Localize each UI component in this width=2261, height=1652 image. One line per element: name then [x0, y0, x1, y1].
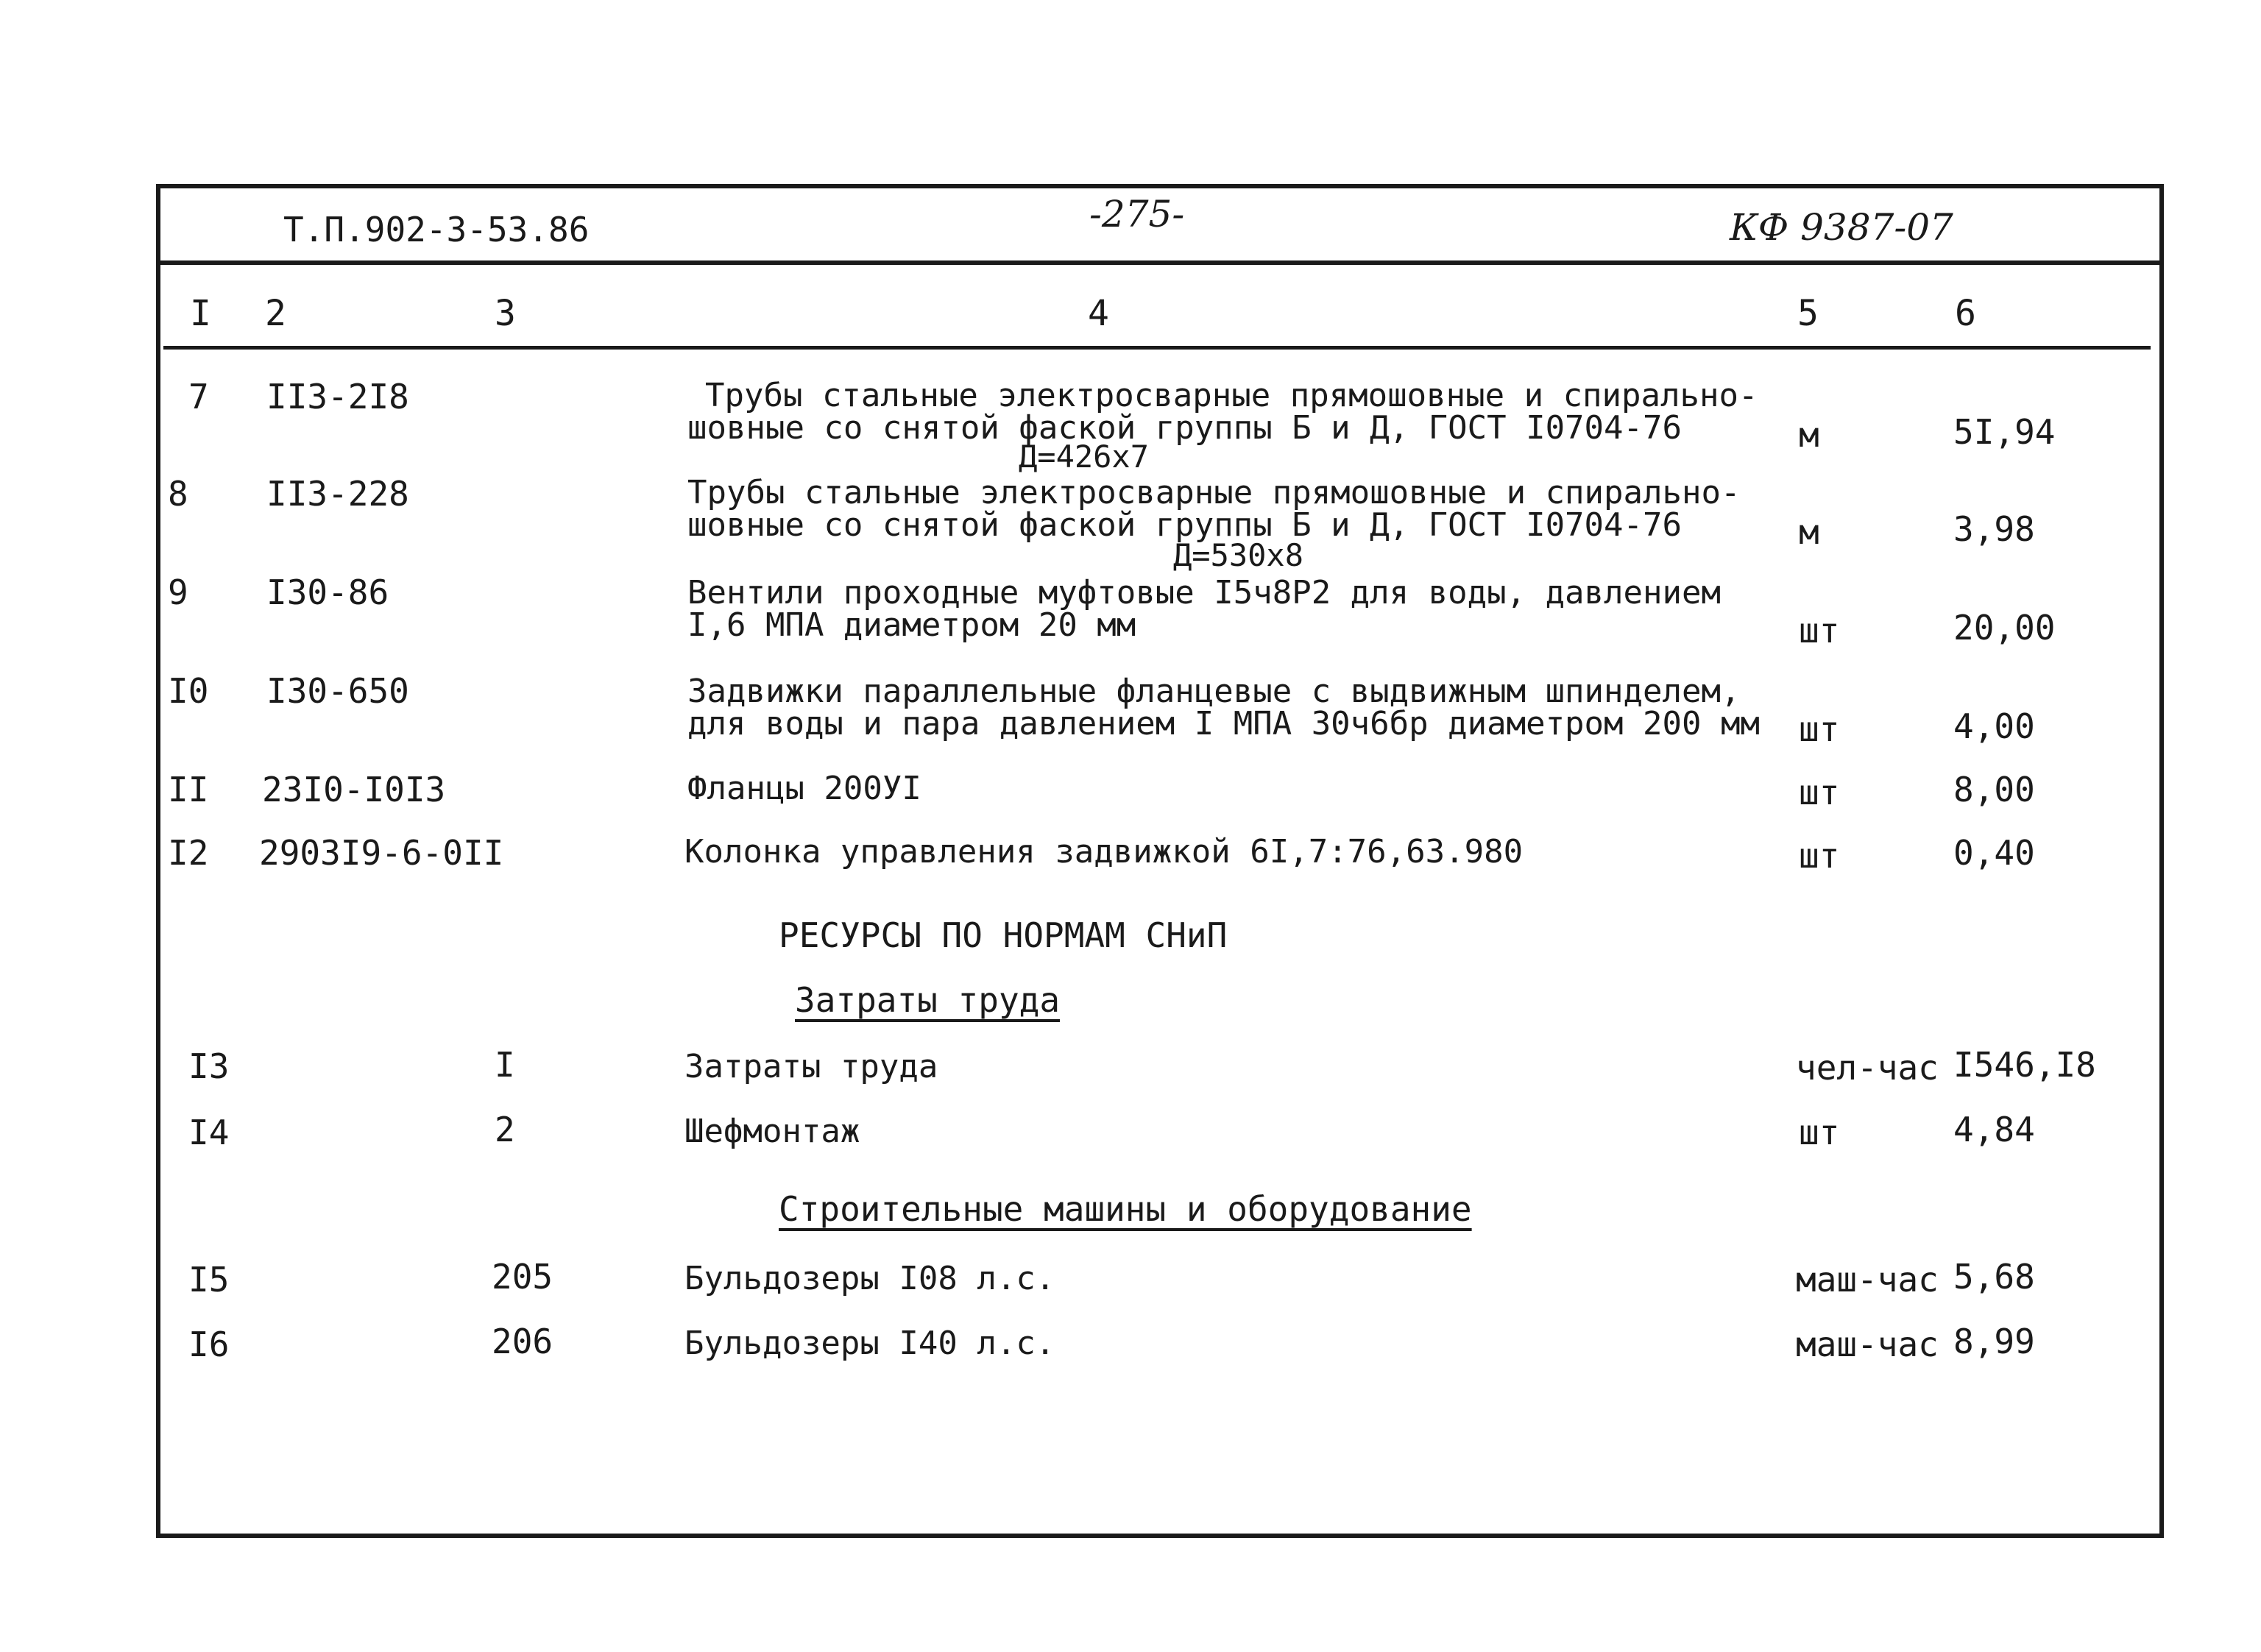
row-number: I5	[188, 1260, 230, 1300]
row-description-line1: Трубы стальные электросварные прямошовные и спирально-	[705, 377, 1758, 414]
row-unit: чел-час	[1796, 1048, 1939, 1088]
row-unit: шт	[1799, 709, 1840, 749]
header-divider	[156, 260, 2164, 265]
row-description-line1: Бульдозеры I08 л.с.	[684, 1260, 1055, 1297]
row-number: I4	[188, 1113, 230, 1152]
column-header-divider	[163, 346, 2151, 350]
archive-number: КФ 9387-07	[1730, 206, 1953, 249]
row-code: II3-2I8	[266, 377, 409, 416]
row-number: II	[168, 770, 209, 809]
row-quantity: 20,00	[1953, 608, 2056, 648]
row-dimension: Д=426х7	[1019, 439, 1150, 475]
row-description-line1: Шефмонтаж	[684, 1113, 860, 1150]
row-reference: 2	[495, 1110, 515, 1149]
column-header-5: 5	[1797, 293, 1819, 334]
row-unit: маш-час	[1796, 1260, 1939, 1300]
row-description-line2: I,6 МПА диаметром 20 мм	[687, 606, 1136, 644]
row-code: I30-86	[266, 572, 389, 612]
row-unit: м	[1799, 415, 1819, 455]
row-description-line1: Фланцы 200УI	[687, 770, 921, 807]
row-quantity: 4,84	[1953, 1110, 2035, 1149]
row-reference: 205	[492, 1257, 553, 1297]
row-number: I3	[188, 1046, 230, 1086]
row-description-line2: для воды и пара давлением I МПА 30ч6бр диаметром 200 мм	[687, 705, 1760, 742]
column-header-3: 3	[495, 293, 516, 334]
row-number: 7	[188, 377, 209, 416]
row-code: 23I0-I0I3	[262, 770, 446, 809]
row-code: II3-228	[266, 474, 409, 514]
machines-section-title: Строительные машины и оборудование	[779, 1189, 1472, 1229]
row-quantity: 5I,94	[1953, 412, 2056, 452]
row-description-line2: шовные со снятой фаской группы Б и Д, ГОСТ I0704-76	[687, 409, 1683, 447]
row-description-line1: Бульдозеры I40 л.с.	[684, 1325, 1055, 1362]
row-code: 2903I9-6-0II	[259, 833, 504, 873]
row-unit: м	[1799, 512, 1819, 552]
column-header-6: 6	[1955, 293, 1976, 334]
row-description-line2: шовные со снятой фаской группы Б и Д, ГОСТ I0704-76	[687, 506, 1683, 544]
row-description-line1: Колонка управления задвижкой 6I,7:76,63.980	[684, 833, 1524, 871]
row-number: I6	[188, 1325, 230, 1364]
row-unit: маш-час	[1796, 1325, 1939, 1364]
labor-section-title: Затраты труда	[795, 980, 1061, 1020]
row-quantity: 3,98	[1953, 509, 2035, 549]
row-unit: шт	[1799, 773, 1840, 812]
row-unit: шт	[1799, 836, 1840, 876]
row-quantity: 4,00	[1953, 706, 2035, 746]
row-unit: шт	[1799, 1113, 1840, 1152]
column-header-1: I	[190, 293, 211, 334]
row-number: I2	[168, 833, 209, 873]
row-description-line1: Трубы стальные электросварные прямошовные и спирально-	[687, 474, 1741, 511]
row-quantity: 5,68	[1953, 1257, 2035, 1297]
column-header-2: 2	[265, 293, 286, 334]
row-quantity: I546,I8	[1953, 1045, 2096, 1085]
row-unit: шт	[1799, 611, 1840, 650]
row-reference: I	[495, 1045, 515, 1085]
row-description-line1: Вентили проходные муфтовые I5ч8Р2 для воды, давлением	[687, 574, 1721, 611]
row-code: I30-650	[266, 671, 409, 711]
resources-title: РЕСУРСЫ ПО НОРМАМ СНиП	[779, 915, 1228, 955]
row-number: 8	[168, 474, 188, 514]
row-dimension: Д=530х8	[1173, 537, 1304, 573]
row-number: 9	[168, 572, 188, 612]
row-quantity: 8,99	[1953, 1322, 2035, 1361]
row-description-line1: Задвижки параллельные фланцевые с выдвижным шпинделем,	[687, 673, 1741, 710]
row-description-line1: Затраты труда	[684, 1048, 938, 1085]
column-header-4: 4	[1088, 293, 1109, 334]
row-reference: 206	[492, 1322, 553, 1361]
doc-code: Т.П.902-3-53.86	[283, 210, 590, 249]
page-number: -275-	[1089, 193, 1185, 235]
row-quantity: 8,00	[1953, 770, 2035, 809]
row-number: I0	[168, 671, 209, 711]
row-quantity: 0,40	[1953, 833, 2035, 873]
